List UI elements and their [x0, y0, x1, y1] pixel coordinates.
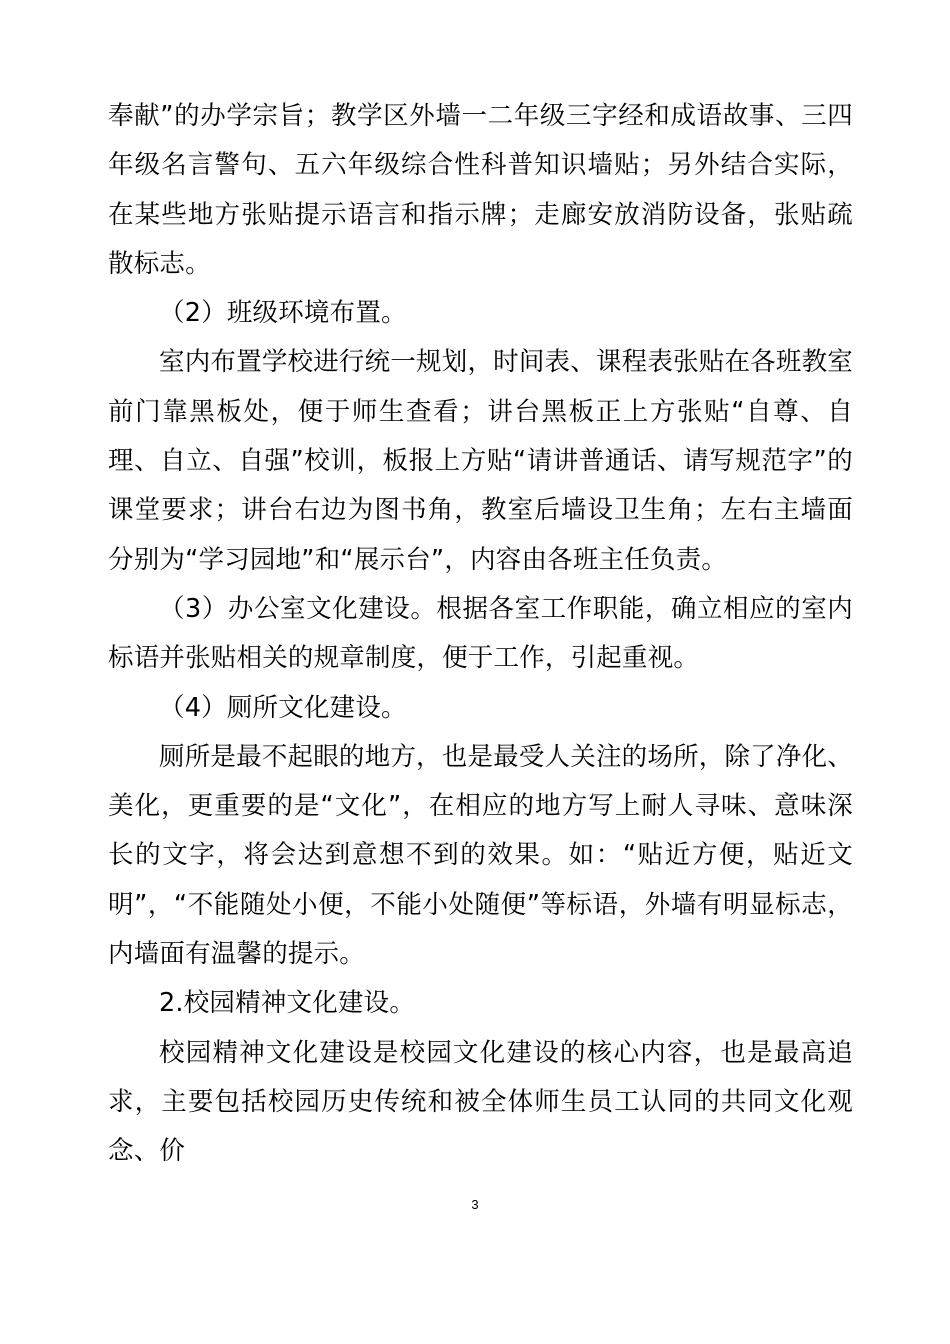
paragraph-class-environment: 室内布置学校进行统一规划，时间表、课程表张贴在各班教室前门靠黑板处，便于师生查看；讲台黑板正上方张贴“自尊、自理、自立、自强”校训，板报上方贴“请讲普通话、请写规范字”的课堂要求；讲台右边为图书角，教室后墙设卫生角；左右主墙面分别为“学习园地”和“展示台”，内容由各班主任负责。: [108, 347, 853, 575]
document-body: [108, 92, 853, 1177]
paragraph-spiritual-culture: 校园精神文化建设是校园文化建设的核心内容，也是最高追求，主要包括校园历史传统和被全体师生员工认同的共同文化观念、价: [108, 1037, 853, 1167]
page-number: 3: [471, 1197, 479, 1212]
heading-spiritual-culture: 2.校园精神文化建设。: [159, 988, 416, 1019]
heading-toilet-culture: （4）厕所文化建设。: [159, 692, 407, 723]
paragraph-continuation: 奉献”的办学宗旨；教学区外墙一二年级三字经和成语故事、三四年级名言警句、五六年级综合性科普知识墙贴；另外结合实际，在某些地方张贴提示语言和指示牌；走廊安放消防设备，张贴疏散标志。: [108, 101, 853, 279]
paragraph-toilet-culture: 厕所是最不起眼的地方，也是最受人关注的场所，除了净化、美化，更重要的是“文化”，在相应的地方写上耐人寻味、意味深长的文字，将会达到意想不到的效果。如：“贴近方便，贴近文明”，“不能随处小便，不能小处随便”等标语，外墙有明显标志，内墙面有温馨的提示。: [108, 741, 853, 970]
paragraph-office-culture: （3）办公室文化建设。根据各室工作职能，确立相应的室内标语并张贴相关的规章制度，便于工作，引起重视。: [108, 593, 853, 674]
heading-class-environment: （2）班级环境布置。: [159, 298, 407, 329]
